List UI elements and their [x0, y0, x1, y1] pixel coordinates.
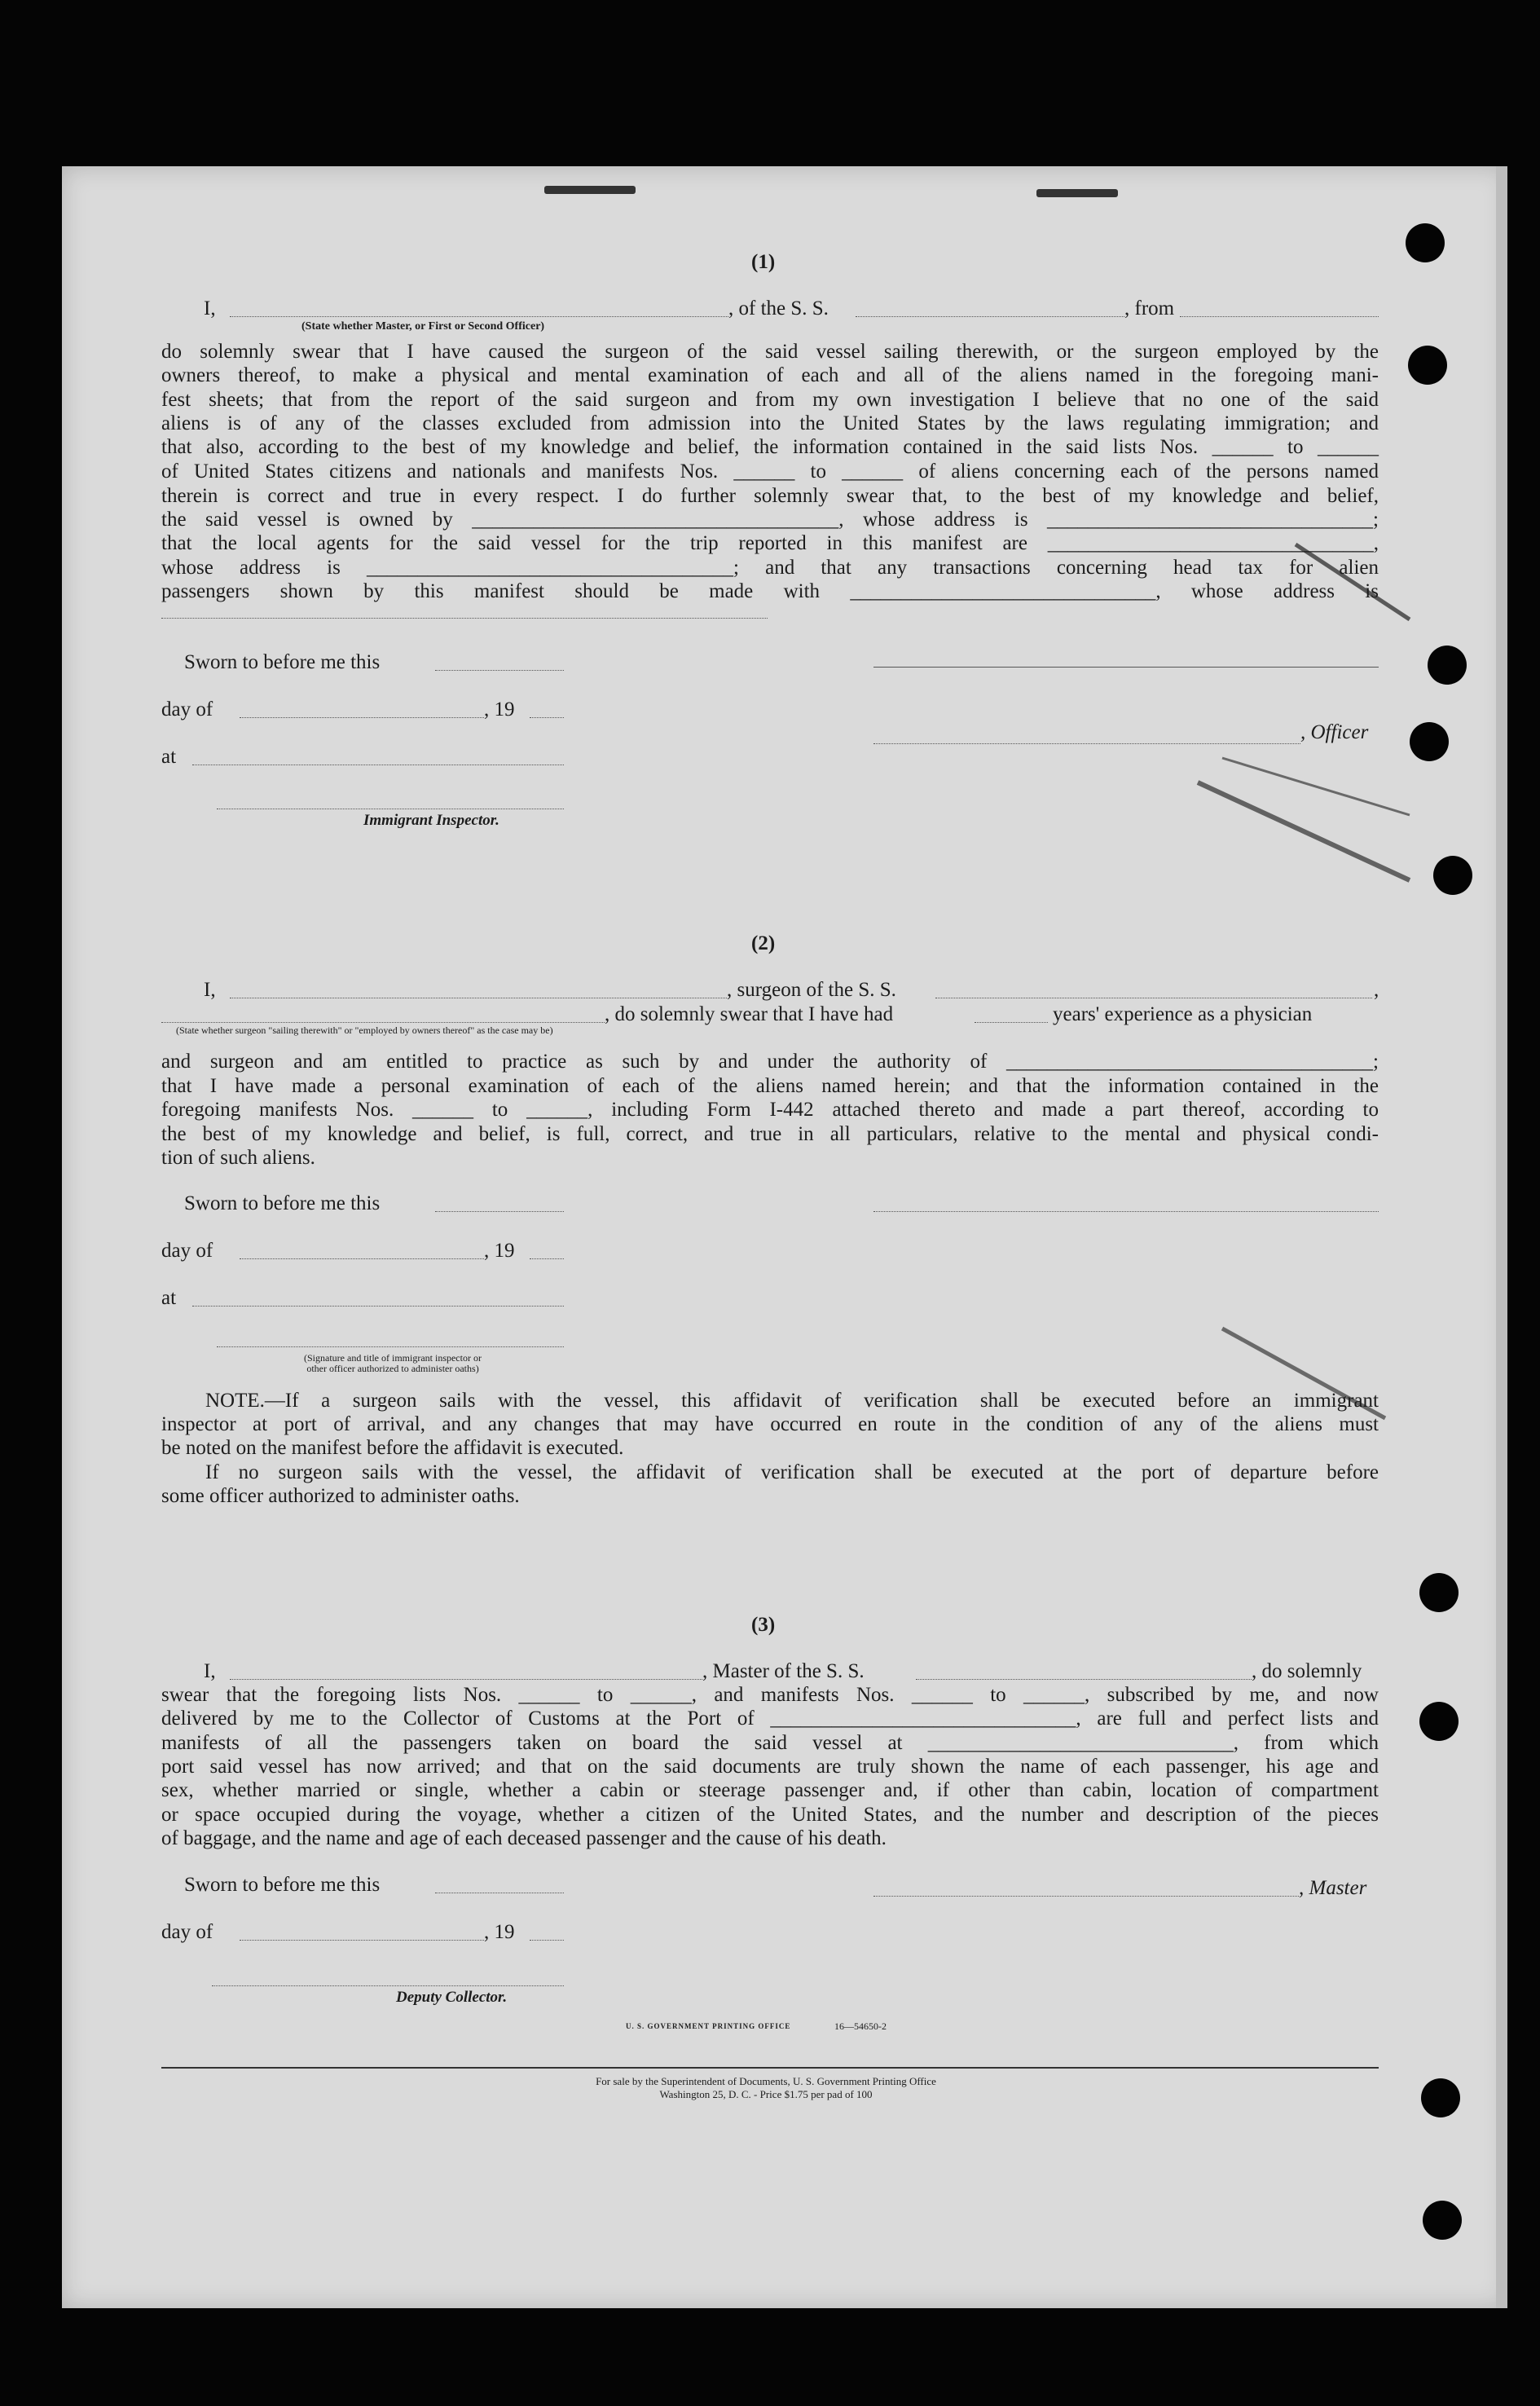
s1-text-line: of United States citizens and nationals and manifests Nos. ______ to ______ of aliens concerning each of the persons named	[161, 460, 1379, 483]
s1-text-line: passengers shown by this manifest should be made with ______________________________, whose address is	[161, 580, 1379, 602]
footer-rule	[161, 2067, 1379, 2069]
s2-at-label: at	[161, 1287, 177, 1309]
s1-inspector-label: Immigrant Inspector.	[363, 812, 499, 829]
section-2-number: (2)	[751, 932, 776, 954]
s1-ship-line	[856, 316, 1124, 317]
s1-sworn-label: Sworn to before me this	[184, 651, 381, 673]
s1-ss-label: , of the S. S.	[728, 297, 829, 319]
s1-text-line: that also, according to the best of my knowledge and belief, the information contained in the said lists Nos. ______ to ______	[161, 436, 1379, 458]
s3-text-line: or space occupied during the voyage, whether a citizen of the United States, and the number and description of the pieces	[161, 1804, 1379, 1826]
s2-text-line: and surgeon and am entitled to practice as such by and under the authority of ____________________________________;	[161, 1051, 1379, 1073]
s2-swear-label: , do solemnly swear that I have had	[605, 1003, 894, 1025]
s1-text-line: therein is correct and true in every respect. I do further solemnly swear that, to the best of my knowledge and belief,	[161, 485, 1379, 507]
s1-text-line: do solemnly swear that I have caused the surgeon of the said vessel sailing therewith, or the surgeon employed by the	[161, 341, 1379, 363]
s2-note-line: be noted on the manifest before the affidavit is executed.	[161, 1437, 624, 1459]
s2-text-line: that I have made a personal examination of each of the aliens named herein; and that the information contained in the	[161, 1075, 1379, 1097]
s2-caption: (State whether surgeon "sailing therewith" or "employed by owners thereof" as the case may be)	[176, 1025, 553, 1036]
s2-years-label: years' experience as a physician	[1053, 1003, 1313, 1025]
s2-sworn-label: Sworn to before me this	[184, 1192, 381, 1214]
s1-text-line: the said vessel is owned by ____________________________________, whose address is ________________________________;	[161, 509, 1379, 531]
s3-text-line: manifests of all the passengers taken on board the said vessel at ______________________________, from which	[161, 1732, 1379, 1754]
s3-master-sig-label: , Master	[1299, 1877, 1367, 1899]
s3-year-label: , 19	[484, 1921, 515, 1943]
s1-address-line	[161, 618, 768, 619]
s2-surgeon-label: , surgeon of the S. S.	[727, 979, 896, 1001]
s3-sworn-label: Sworn to before me this	[184, 1874, 381, 1896]
s3-master-signature-line	[873, 1896, 1299, 1897]
s1-text-line: that the local agents for the said vessel for the trip reported in this manifest are ________________________________,	[161, 532, 1379, 554]
s2-i: I,	[204, 979, 216, 1001]
s3-ship-line	[916, 1679, 1252, 1680]
s3-text-line: sex, whether married or single, whether a cabin or steerage passenger and, if other than cabin, location of compartment	[161, 1779, 1379, 1801]
footer-line-1: For sale by the Superintendent of Documents, U. S. Government Printing Office	[596, 2075, 936, 2087]
s1-at-label: at	[161, 746, 177, 768]
s2-at-line	[192, 1306, 564, 1307]
s3-year-line	[530, 1940, 564, 1941]
s1-day-of-label: day of	[161, 698, 213, 720]
s2-note-line: If no surgeon sails with the vessel, the affidavit of verification shall be executed at the port of departure before	[205, 1461, 1379, 1483]
s1-caption: (State whether Master, or First or Second Officer)	[301, 320, 545, 333]
s2-note-line: some officer authorized to administer oaths.	[161, 1485, 520, 1507]
s1-text-line: fest sheets; that from the report of the said surgeon and from my own investigation I believe that no one of the said	[161, 389, 1379, 411]
s2-day-line	[240, 1258, 484, 1259]
s2-text-line: the best of my knowledge and belief, is full, correct, and true in all particulars, relative to the mental and physical condi-	[161, 1123, 1379, 1145]
s1-year-label: , 19	[484, 698, 515, 720]
s1-i: I,	[204, 297, 216, 319]
s2-text-line: foregoing manifests Nos. ______ to ______, including Form I-442 attached thereto and made a part thereof, according to	[161, 1099, 1379, 1121]
footer-line-2: Washington 25, D. C. - Price $1.75 per pad of 100	[659, 2088, 873, 2100]
s3-master-name-line	[230, 1679, 702, 1680]
s1-from-line	[1180, 316, 1379, 317]
s2-year-label: , 19	[484, 1240, 515, 1262]
s2-note-line: NOTE.—If a surgeon sails with the vessel, this affidavit of verification shall be executed before an immigrant	[205, 1390, 1379, 1412]
s3-text-line: swear that the foregoing lists Nos. ______ to ______, and manifests Nos. ______ to ______, subscribed by me, and now	[161, 1684, 1379, 1706]
s2-signature-caption: (Signature and title of immigrant inspector or other officer authorized to administer oaths)	[304, 1352, 482, 1375]
s2-surgeon-type-line	[161, 1022, 605, 1023]
s1-text-line: aliens is of any of the classes excluded from admission into the United States by the laws regulating immigration; and	[161, 412, 1379, 434]
s2-sworn-date-line	[435, 1211, 564, 1212]
section-1-number: (1)	[751, 251, 776, 273]
s3-collector-signature-line	[212, 1985, 564, 1986]
s2-day-of-label: day of	[161, 1240, 213, 1262]
s3-i: I,	[204, 1660, 216, 1682]
s2-comma: ,	[1374, 979, 1379, 1001]
s3-day-of-label: day of	[161, 1921, 213, 1943]
section-3-number: (3)	[751, 1614, 776, 1636]
s3-solemnly-label: , do solemnly	[1252, 1660, 1362, 1682]
s3-text-line: delivered by me to the Collector of Customs at the Port of ______________________________, are full and perfect lists and	[161, 1708, 1379, 1730]
s2-inspector-signature-line	[217, 1346, 564, 1347]
s2-years-line	[975, 1022, 1048, 1023]
s3-day-line	[240, 1940, 484, 1941]
s1-text-line: whose address is ____________________________________; and that any transactions concerning head tax for alien	[161, 557, 1379, 579]
s1-officer-label: , Officer	[1300, 721, 1369, 743]
s1-from-label: , from	[1124, 297, 1175, 319]
s2-note-line: inspector at port of arrival, and any changes that may have occurred en route in the condition of any of the aliens must	[161, 1413, 1379, 1435]
s3-master-label: , Master of the S. S.	[702, 1660, 865, 1682]
s1-officer-title-line	[873, 743, 1300, 744]
s3-collector-label: Deputy Collector.	[396, 1989, 508, 2006]
form-code: 16—54650-2	[834, 2020, 887, 2032]
s3-text-line: of baggage, and the name and age of each deceased passenger and the cause of his death.	[161, 1827, 887, 1849]
s1-text-line: owners thereof, to make a physical and mental examination of each and all of the aliens named in the foregoing mani-	[161, 364, 1379, 386]
s1-sworn-date-line	[435, 670, 564, 671]
s2-signature-line	[873, 1211, 1379, 1212]
s1-year-line	[530, 717, 564, 718]
s1-officer-name-line	[230, 316, 728, 317]
s1-day-line	[240, 717, 484, 718]
s2-text-line: tion of such aliens.	[161, 1147, 315, 1169]
printing-office: U. S. GOVERNMENT PRINTING OFFICE	[626, 2022, 791, 2030]
s2-year-line	[530, 1258, 564, 1259]
s3-text-line: port said vessel has now arrived; and that on the said documents are truly shown the name of each passenger, his age and	[161, 1756, 1379, 1778]
s1-officer-signature-line	[873, 667, 1379, 668]
